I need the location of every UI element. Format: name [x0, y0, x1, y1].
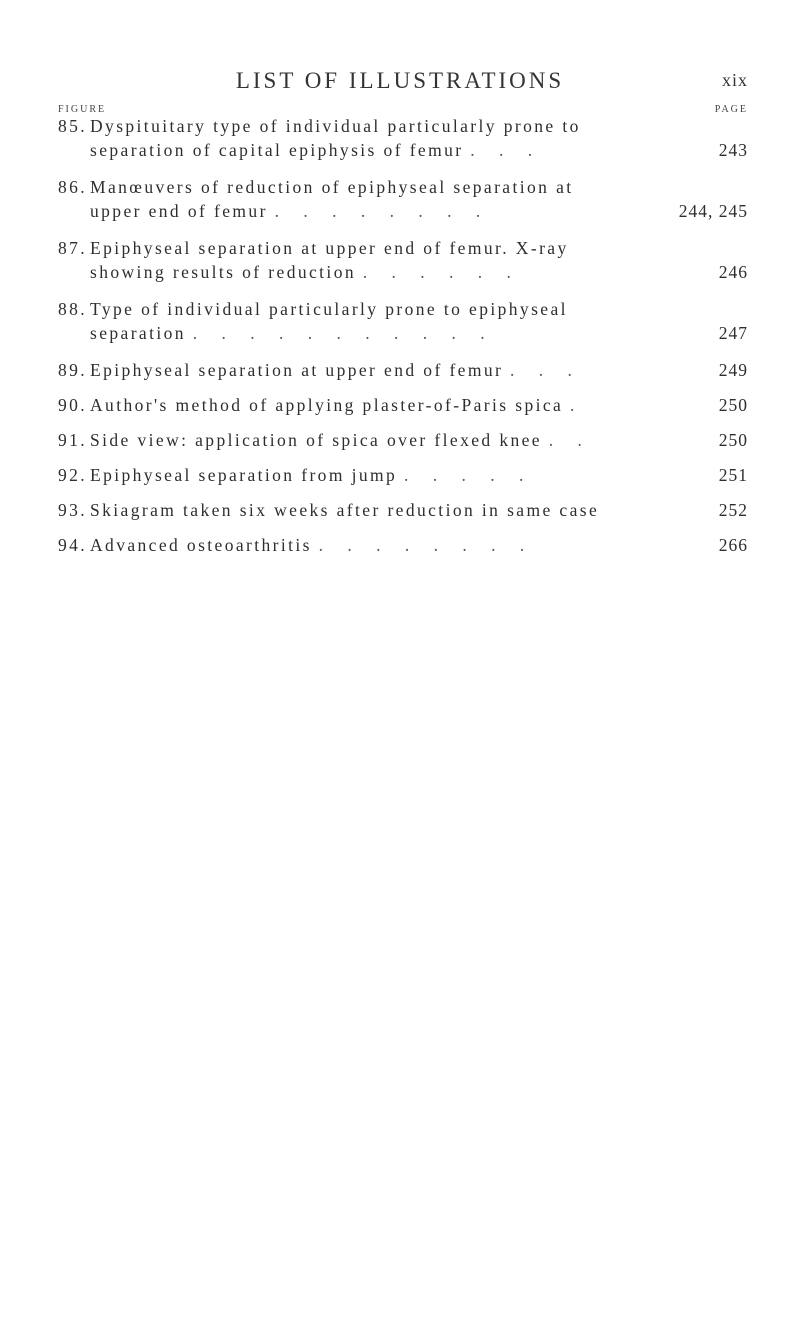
illustration-list	[58, 114, 748, 557]
page-number: 244, 245	[678, 201, 748, 221]
list-item	[58, 297, 748, 345]
page-number: 252	[718, 500, 748, 520]
dot-leaders: . . . . . .	[362, 262, 521, 282]
entry-title: Epiphyseal separation from jump	[90, 465, 398, 485]
list-item	[58, 533, 748, 557]
list-item	[58, 498, 748, 522]
dot-leaders: . . . . . . . . . . .	[192, 323, 495, 343]
entry-title: Dyspituitary type of individual particularly prone to	[90, 116, 581, 136]
dot-leaders: . . .	[510, 360, 582, 380]
list-item	[58, 175, 748, 223]
figure-number: 94.	[58, 535, 88, 555]
list-item	[58, 236, 748, 284]
entry-title: Epiphyseal separation at upper end of femur. X-ray	[90, 238, 569, 258]
dot-leaders: . . .	[470, 140, 543, 160]
page-number: 250	[718, 395, 748, 415]
figure-number: 85.	[58, 116, 88, 136]
page-column-heading: PAGE	[714, 104, 748, 115]
entry-title-continued: showing results of reduction	[90, 262, 356, 282]
running-head	[0, 68, 800, 98]
figure-number: 86.	[58, 177, 88, 197]
entry-title: Advanced osteoarthritis	[90, 535, 312, 555]
entry-title: Epiphyseal separation at upper end of femur	[90, 360, 504, 380]
list-item	[58, 463, 748, 487]
figure-number: 91.	[58, 430, 88, 450]
page-number: 249	[718, 360, 748, 380]
figure-column-heading: FIGURE	[58, 104, 107, 115]
entry-title: Type of individual particularly prone to epiphyseal	[90, 299, 568, 319]
list-item	[58, 428, 748, 452]
page-number: 246	[718, 262, 748, 282]
figure-number: 93.	[58, 500, 88, 520]
folio: xix	[721, 70, 748, 90]
list-item	[58, 358, 748, 382]
page-number: 247	[718, 323, 748, 343]
list-item	[58, 393, 748, 417]
entry-title-continued: upper end of femur	[90, 201, 268, 221]
entry-title-continued: separation of capital epiphysis of femur	[90, 140, 464, 160]
entry-title: Manœuvers of reduction of epiphyseal separation at	[90, 177, 574, 197]
page-number: 251	[718, 465, 748, 485]
entry-title-continued: separation	[90, 323, 186, 343]
list-item	[58, 114, 748, 162]
dot-leaders: . . . . . . . .	[318, 535, 535, 555]
dot-leaders: . . . . .	[403, 465, 534, 485]
dot-leaders: .	[570, 395, 585, 415]
figure-number: 89.	[58, 360, 88, 380]
dot-leaders: . . . . . . . .	[274, 201, 491, 221]
entry-title: Author's method of applying plaster-of-Paris spica	[90, 395, 564, 415]
figure-number: 90.	[58, 395, 88, 415]
dot-leaders: . .	[548, 430, 592, 450]
figure-number: 92.	[58, 465, 88, 485]
entry-title: Skiagram taken six weeks after reduction in same case	[90, 500, 600, 520]
figure-number: 88.	[58, 299, 88, 319]
entry-title: Side view: application of spica over flexed knee	[90, 430, 542, 450]
page-title: LIST OF ILLUSTRATIONS	[235, 68, 565, 93]
page-number: 250	[718, 430, 748, 450]
page-number: 243	[718, 140, 748, 160]
figure-number: 87.	[58, 238, 88, 258]
page-number: 266	[718, 535, 748, 555]
